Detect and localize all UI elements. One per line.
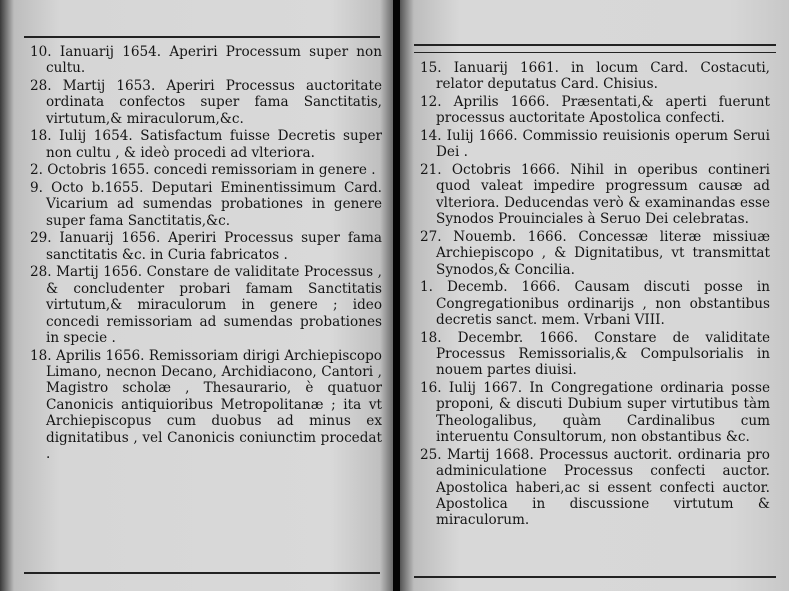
left-entry: 29. Ianuarij 1656. Aperiri Processus super fama sanctitatis &c. in Curia fabricatos . [30, 230, 382, 263]
left-entry: 9. Octo b.1655. Deputari Eminentissimum Card. Vicarium ad sumendas probationes in genere super fama Sanctitatis,&c. [30, 180, 382, 229]
left-page [0, 0, 393, 591]
right-entry: 18. Decembr. 1666. Constare de validitate Processus Remissorialis,& Compulsorialis in nouem partes diuisi. [420, 329, 770, 379]
left-top-rule [24, 36, 380, 38]
right-entry: 14. Iulij 1666. Commissio reuisionis operum Serui Dei . [420, 128, 770, 161]
left-entries [30, 44, 382, 464]
left-entry: 28. Martij 1653. Aperiri Processus auctoritate ordinata confectos super fama Sanctitatis, virtutum,& miraculorum,&c. [30, 78, 382, 127]
right-top-rule [414, 44, 776, 46]
right-entry: 12. Aprilis 1666. Præsentati,& aperti fuerunt processus auctoritate Apostolica confecti. [420, 94, 770, 127]
right-entry: 21. Octobris 1666. Nihil in operibus contineri quod valeat impedire progressum causæ ad vlteriora. Deducendas verò & examinandas esse Synodos Prouinciales à Seruo Dei celebratas. [420, 162, 770, 228]
left-entry: 2. Octobris 1655. concedi remissoriam in genere . [30, 162, 376, 179]
book-gutter [393, 0, 400, 591]
right-top-rule-2 [414, 52, 776, 53]
left-entry: 10. Ianuarij 1654. Aperiri Processum super non cultu. [30, 44, 382, 77]
left-entry: 18. Iulij 1654. Satisfactum fuisse Decretis super non cultu , & ideò procedi ad vlteriora. [30, 128, 382, 161]
right-entries [420, 60, 770, 530]
right-entry: 15. Ianuarij 1661. in locum Card. Costacuti, relator deputatus Card. Chisius. [420, 60, 770, 93]
left-entry: 28. Martij 1656. Constare de validitate Processus , & concludenter probari famam Sanctitatis virtutum,& miraculorum in genere ; ideo concedi remissoriam ad sumendas probationes in specie . [30, 264, 382, 347]
right-entry: 1. Decemb. 1666. Causam discuti posse in Congregationibus ordinarijs , non obstantibus decretis sanct. mem. Vrbani VIII. [420, 279, 770, 329]
right-bottom-rule [414, 576, 776, 578]
right-page [400, 0, 789, 591]
left-bottom-rule [24, 572, 380, 574]
right-entry: 25. Martij 1668. Processus auctorit. ordinaria pro adminiculatione Processus confecti auctor. Apostolica haberi,ac si essent confecti auctor. Apostolica in discussione virtutum & miraculorum. [420, 446, 770, 529]
right-entry: 27. Nouemb. 1666. Concessæ literæ missiuæ Archiepiscopo , & Dignitatibus, vt transmittat Synodos,& Concilia. [420, 228, 770, 278]
right-entry: 16. Iulij 1667. In Congregatione ordinaria posse proponi, & discuti Dubium super virtutibus tàm Theologalibus, quàm Cardinalibus cum interuentu Consultorum, non obstantibus &c. [420, 380, 770, 446]
left-entry: 18. Aprilis 1656. Remissoriam dirigi Archiepiscopo Limano, necnon Decano, Archidiacono, Cantori , Magistro scholæ , Thesaurario, è quatuor Canonicis antiquioribus Metropolitanæ ; ita vt Archiepiscopus cum duobus ad minus ex dignitatibus , vel Canonicis coniunctim procedat . [30, 347, 382, 463]
